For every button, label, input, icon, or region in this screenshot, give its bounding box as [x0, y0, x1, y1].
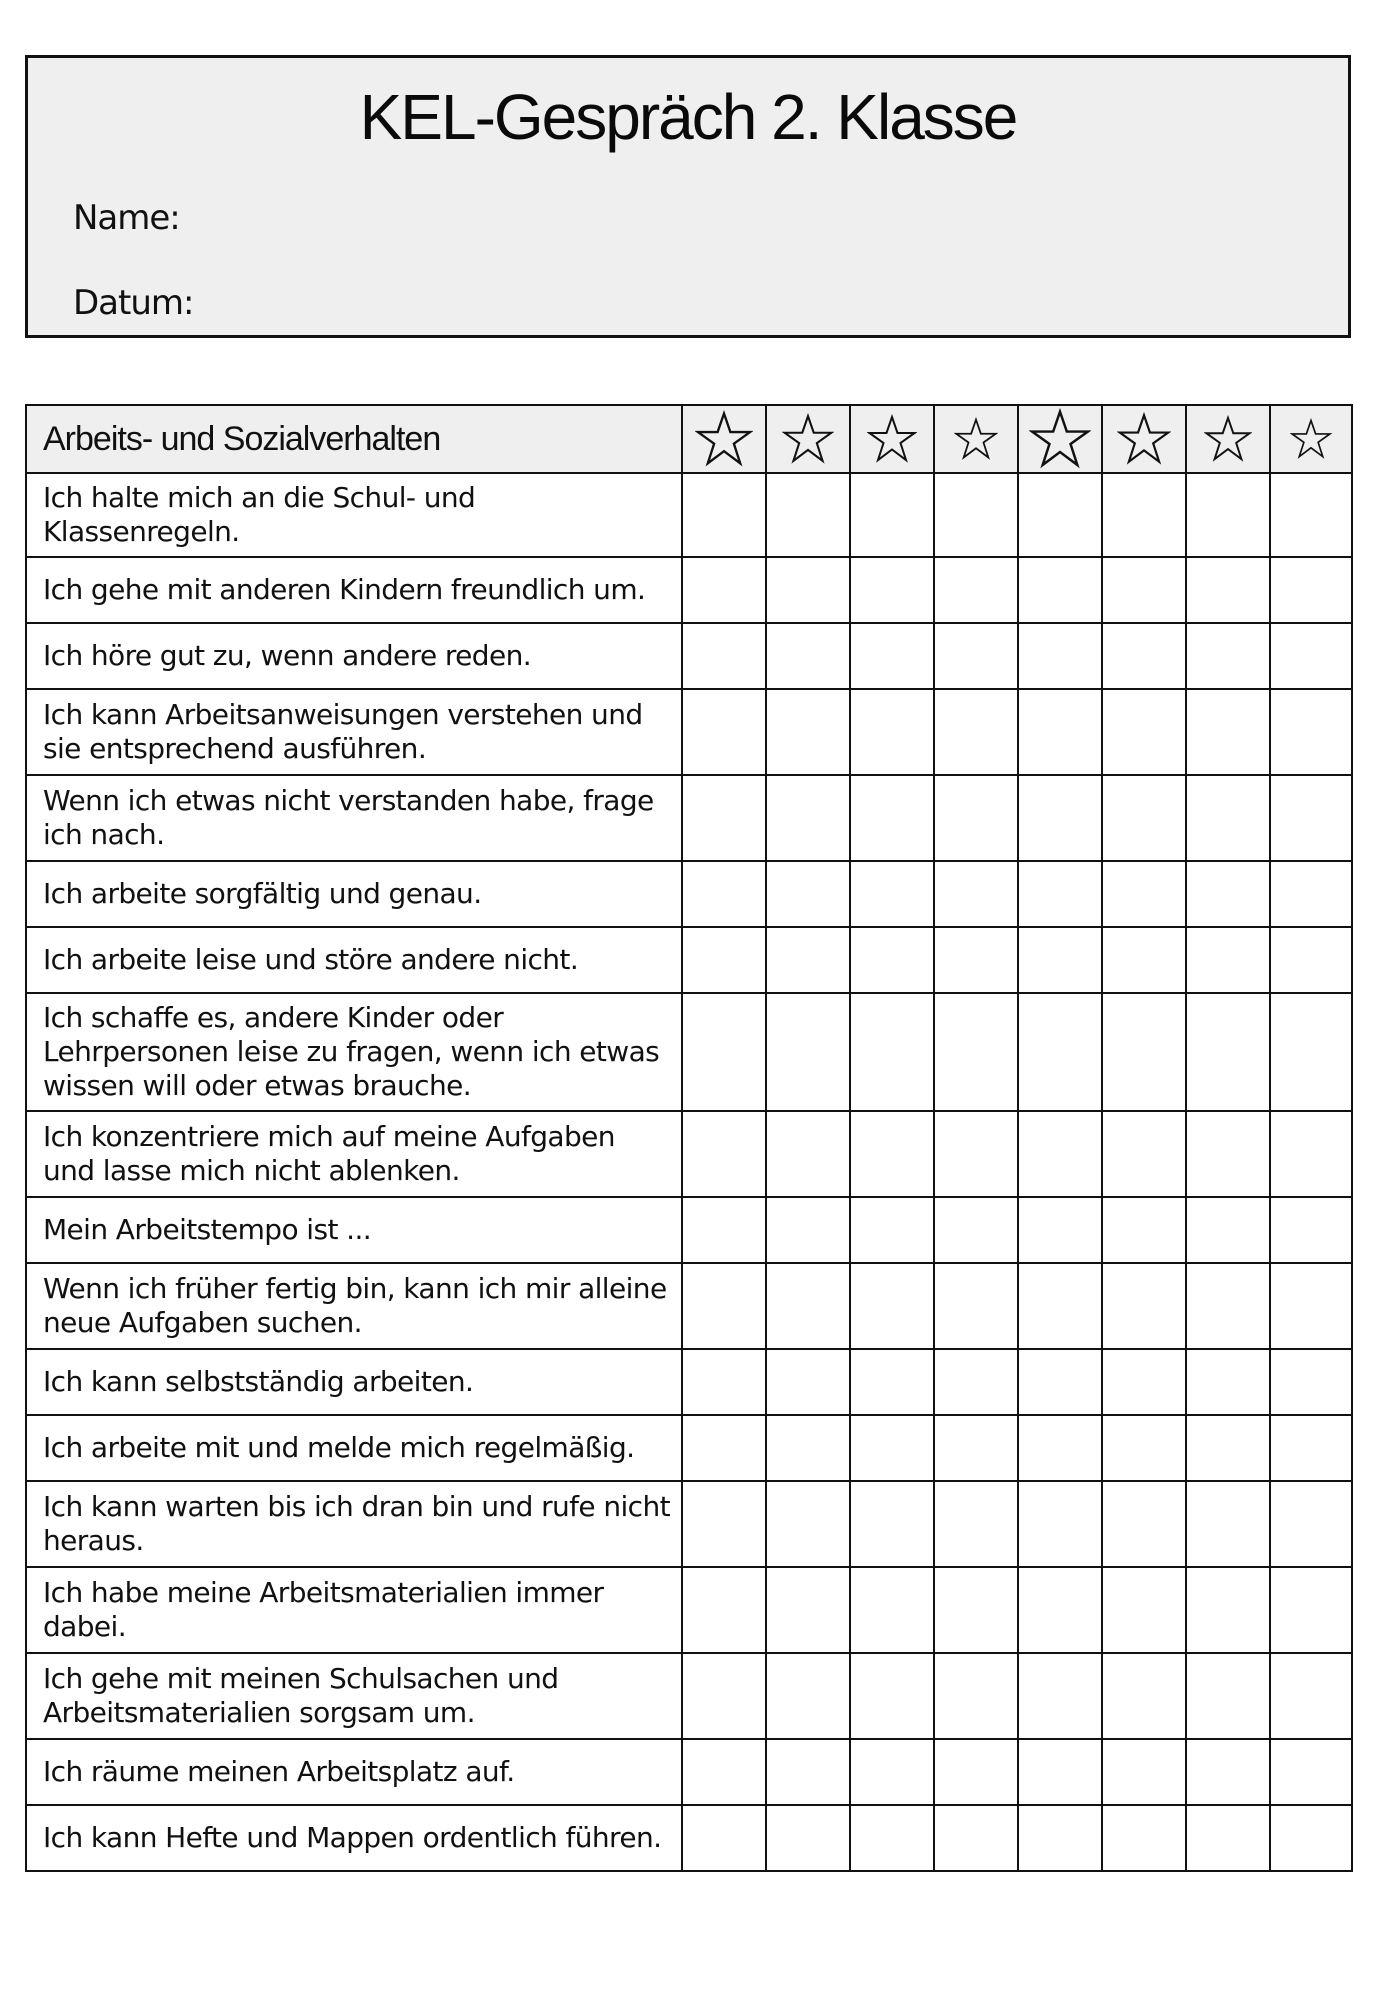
rating-cell[interactable] — [850, 993, 934, 1111]
rating-cell[interactable] — [850, 861, 934, 927]
criterion-text: Ich kann selbstständig arbeiten. — [26, 1349, 682, 1415]
rating-cell[interactable] — [1186, 861, 1270, 927]
rating-cell[interactable] — [1018, 1415, 1102, 1481]
criterion-text: Ich gehe mit meinen Schulsachen und Arbeitsmaterialien sorgsam um. — [26, 1653, 682, 1739]
criterion-text: Ich halte mich an die Schul- und Klassenregeln. — [26, 473, 682, 557]
rating-cell[interactable] — [934, 1263, 1018, 1349]
rating-cell[interactable] — [1186, 473, 1270, 557]
table-row — [26, 1739, 1352, 1805]
table-row — [26, 1415, 1352, 1481]
rating-cell[interactable] — [766, 1653, 850, 1739]
rating-cell[interactable] — [1186, 775, 1270, 861]
table-row — [26, 1653, 1352, 1739]
rating-cell[interactable] — [682, 993, 766, 1111]
rating-cell[interactable] — [682, 623, 766, 689]
rating-cell[interactable] — [1102, 623, 1186, 689]
rating-cell[interactable] — [1270, 1197, 1352, 1263]
table-row — [26, 557, 1352, 623]
rating-header-2 — [766, 405, 850, 473]
rating-cell[interactable] — [766, 1567, 850, 1653]
star-outline-icon — [1029, 408, 1091, 470]
criterion-text: Ich gehe mit anderen Kindern freundlich um. — [26, 557, 682, 623]
rating-cell[interactable] — [682, 1111, 766, 1197]
rating-cell[interactable] — [850, 1481, 934, 1567]
rating-cell[interactable] — [1186, 557, 1270, 623]
rating-cell[interactable] — [934, 1805, 1018, 1871]
rating-header-7 — [1186, 405, 1270, 473]
rating-cell[interactable] — [1186, 623, 1270, 689]
rating-cell[interactable] — [850, 1805, 934, 1871]
rating-cell[interactable] — [1270, 927, 1352, 993]
table-row — [26, 993, 1352, 1111]
criterion-text: Ich arbeite leise und störe andere nicht. — [26, 927, 682, 993]
rating-cell[interactable] — [934, 1739, 1018, 1805]
rating-cell[interactable] — [934, 1415, 1018, 1481]
rating-cell[interactable] — [682, 689, 766, 775]
rating-cell[interactable] — [766, 1481, 850, 1567]
rating-cell[interactable] — [1270, 993, 1352, 1111]
rating-cell[interactable] — [1102, 993, 1186, 1111]
rating-cell[interactable] — [766, 473, 850, 557]
rating-cell[interactable] — [850, 473, 934, 557]
rating-cell[interactable] — [850, 1739, 934, 1805]
rating-cell[interactable] — [1186, 1805, 1270, 1871]
rating-cell[interactable] — [766, 1111, 850, 1197]
rating-cell[interactable] — [850, 1349, 934, 1415]
rating-cell[interactable] — [1102, 689, 1186, 775]
rating-cell[interactable] — [1186, 1739, 1270, 1805]
rating-cell[interactable] — [850, 1263, 934, 1349]
rating-cell[interactable] — [1102, 1653, 1186, 1739]
rating-cell[interactable] — [1270, 775, 1352, 861]
rating-header-6 — [1102, 405, 1186, 473]
table-row — [26, 1349, 1352, 1415]
rating-cell[interactable] — [1018, 473, 1102, 557]
rating-cell[interactable] — [934, 861, 1018, 927]
criterion-text: Ich höre gut zu, wenn andere reden. — [26, 623, 682, 689]
table-row — [26, 927, 1352, 993]
rating-cell[interactable] — [1102, 1739, 1186, 1805]
rating-cell[interactable] — [1186, 1567, 1270, 1653]
rating-cell[interactable] — [934, 775, 1018, 861]
rating-cell[interactable] — [1102, 1415, 1186, 1481]
page-title: KEL-Gespräch 2. Klasse — [359, 81, 1017, 153]
table-row — [26, 775, 1352, 861]
rating-cell[interactable] — [934, 557, 1018, 623]
rating-cell[interactable] — [1186, 1263, 1270, 1349]
table-row — [26, 1197, 1352, 1263]
rating-cell[interactable] — [682, 1349, 766, 1415]
rating-cell[interactable] — [934, 993, 1018, 1111]
rating-cell[interactable] — [1102, 1481, 1186, 1567]
criterion-text: Ich schaffe es, andere Kinder oder Lehrpersonen leise zu fragen, wenn ich etwas wissen will oder etwas brauche. — [26, 993, 682, 1111]
rating-cell[interactable] — [1270, 1263, 1352, 1349]
rating-cell[interactable] — [766, 993, 850, 1111]
rating-cell[interactable] — [682, 1739, 766, 1805]
table-row — [26, 1481, 1352, 1567]
rating-cell[interactable] — [766, 1415, 850, 1481]
rating-cell[interactable] — [934, 1111, 1018, 1197]
table-row — [26, 1263, 1352, 1349]
rating-cell[interactable] — [1270, 1653, 1352, 1739]
date-label: Datum: — [73, 283, 194, 323]
rating-cell[interactable] — [850, 1197, 934, 1263]
star-outline-icon — [1290, 418, 1332, 460]
rating-header-5 — [1018, 405, 1102, 473]
rating-cell[interactable] — [766, 861, 850, 927]
rating-cell[interactable] — [934, 1653, 1018, 1739]
rating-cell[interactable] — [1018, 1349, 1102, 1415]
rating-cell[interactable] — [1270, 1349, 1352, 1415]
rating-cell[interactable] — [934, 689, 1018, 775]
rating-cell[interactable] — [766, 1197, 850, 1263]
rating-cell[interactable] — [682, 473, 766, 557]
rating-cell[interactable] — [1018, 1739, 1102, 1805]
rating-cell[interactable] — [934, 1349, 1018, 1415]
rating-header-3 — [850, 405, 934, 473]
rating-cell[interactable] — [1102, 861, 1186, 927]
rating-cell[interactable] — [1102, 1805, 1186, 1871]
rating-cell[interactable] — [1270, 1739, 1352, 1805]
criterion-text: Ich kann Hefte und Mappen ordentlich führen. — [26, 1805, 682, 1871]
criterion-text: Wenn ich früher fertig bin, kann ich mir alleine neue Aufgaben suchen. — [26, 1263, 682, 1349]
table-row — [26, 1567, 1352, 1653]
rating-cell[interactable] — [1018, 993, 1102, 1111]
rating-cell[interactable] — [1102, 1349, 1186, 1415]
rating-cell[interactable] — [682, 861, 766, 927]
rating-cell[interactable] — [682, 1481, 766, 1567]
rating-cell[interactable] — [682, 557, 766, 623]
rating-cell[interactable] — [1018, 927, 1102, 993]
rating-cell[interactable] — [766, 623, 850, 689]
rating-cell[interactable] — [850, 1567, 934, 1653]
name-label: Name: — [73, 198, 180, 238]
rating-cell[interactable] — [1018, 689, 1102, 775]
rating-header-8 — [1270, 405, 1352, 473]
rating-cell[interactable] — [682, 927, 766, 993]
criterion-text: Ich konzentriere mich auf meine Aufgaben und lasse mich nicht ablenken. — [26, 1111, 682, 1197]
table-row — [26, 473, 1352, 557]
star-outline-icon — [1117, 412, 1171, 466]
rating-cell[interactable] — [1186, 1111, 1270, 1197]
rating-cell[interactable] — [934, 473, 1018, 557]
star-outline-icon — [954, 417, 998, 461]
rating-header-4 — [934, 405, 1018, 473]
table-row — [26, 1111, 1352, 1197]
rating-cell[interactable] — [934, 927, 1018, 993]
rating-cell[interactable] — [1270, 557, 1352, 623]
rating-cell[interactable] — [934, 1567, 1018, 1653]
rating-cell[interactable] — [1018, 775, 1102, 861]
star-outline-icon — [1204, 415, 1252, 463]
rating-cell[interactable] — [766, 775, 850, 861]
rating-cell[interactable] — [766, 927, 850, 993]
rating-cell[interactable] — [1018, 623, 1102, 689]
rating-cell[interactable] — [1186, 927, 1270, 993]
rating-cell[interactable] — [850, 927, 934, 993]
rating-cell[interactable] — [1270, 473, 1352, 557]
criterion-text: Ich räume meinen Arbeitsplatz auf. — [26, 1739, 682, 1805]
rating-cell[interactable] — [850, 1653, 934, 1739]
table-header-row — [26, 405, 1352, 473]
rating-cell[interactable] — [766, 689, 850, 775]
rating-cell[interactable] — [850, 623, 934, 689]
rating-cell[interactable] — [934, 623, 1018, 689]
criterion-text: Mein Arbeitstempo ist ... — [26, 1197, 682, 1263]
criterion-text: Ich kann Arbeitsanweisungen verstehen und sie entsprechend ausführen. — [26, 689, 682, 775]
table-row — [26, 689, 1352, 775]
rating-cell[interactable] — [1102, 775, 1186, 861]
rating-cell[interactable] — [1018, 1263, 1102, 1349]
rating-cell[interactable] — [1270, 1481, 1352, 1567]
rating-cell[interactable] — [682, 775, 766, 861]
criterion-text: Ich arbeite mit und melde mich regelmäßig. — [26, 1415, 682, 1481]
rating-header-1 — [682, 405, 766, 473]
rating-cell[interactable] — [1270, 623, 1352, 689]
rating-cell[interactable] — [1270, 689, 1352, 775]
rating-cell[interactable] — [1018, 1567, 1102, 1653]
star-outline-icon — [782, 413, 834, 465]
rating-cell[interactable] — [1018, 1111, 1102, 1197]
rating-cell[interactable] — [850, 557, 934, 623]
rating-cell[interactable] — [766, 557, 850, 623]
rating-cell[interactable] — [682, 1567, 766, 1653]
rating-cell[interactable] — [1270, 861, 1352, 927]
rating-cell[interactable] — [1018, 1481, 1102, 1567]
rating-cell[interactable] — [1018, 1653, 1102, 1739]
table-row — [26, 1805, 1352, 1871]
evaluation-table — [25, 404, 1353, 1872]
rating-cell[interactable] — [1102, 1111, 1186, 1197]
rating-cell[interactable] — [682, 1197, 766, 1263]
rating-cell[interactable] — [682, 1415, 766, 1481]
rating-cell[interactable] — [850, 689, 934, 775]
rating-cell[interactable] — [1186, 689, 1270, 775]
table-row — [26, 861, 1352, 927]
rating-cell[interactable] — [1102, 927, 1186, 993]
rating-cell[interactable] — [934, 1481, 1018, 1567]
rating-cell[interactable] — [1102, 1197, 1186, 1263]
rating-cell[interactable] — [850, 775, 934, 861]
header-box — [25, 55, 1351, 338]
rating-cell[interactable] — [766, 1263, 850, 1349]
rating-cell[interactable] — [934, 1197, 1018, 1263]
rating-cell[interactable] — [1186, 1653, 1270, 1739]
criterion-text: Ich arbeite sorgfältig und genau. — [26, 861, 682, 927]
rating-cell[interactable] — [682, 1653, 766, 1739]
rating-cell[interactable] — [1270, 1805, 1352, 1871]
rating-cell[interactable] — [1102, 1263, 1186, 1349]
rating-cell[interactable] — [1102, 557, 1186, 623]
rating-cell[interactable] — [682, 1263, 766, 1349]
criterion-text: Ich kann warten bis ich dran bin und rufe nicht heraus. — [26, 1481, 682, 1567]
rating-cell[interactable] — [1270, 1415, 1352, 1481]
rating-cell[interactable] — [1186, 993, 1270, 1111]
rating-cell[interactable] — [1018, 1197, 1102, 1263]
rating-cell[interactable] — [850, 1415, 934, 1481]
rating-cell[interactable] — [1186, 1197, 1270, 1263]
rating-cell[interactable] — [1270, 1567, 1352, 1653]
rating-cell[interactable] — [1018, 1805, 1102, 1871]
star-outline-icon — [695, 410, 753, 468]
rating-cell[interactable] — [850, 1111, 934, 1197]
rating-cell[interactable] — [766, 1739, 850, 1805]
rating-cell[interactable] — [1186, 1349, 1270, 1415]
rating-cell[interactable] — [1102, 1567, 1186, 1653]
rating-cell[interactable] — [682, 1805, 766, 1871]
rating-cell[interactable] — [766, 1349, 850, 1415]
criterion-text: Ich habe meine Arbeitsmaterialien immer dabei. — [26, 1567, 682, 1653]
rating-cell[interactable] — [1018, 557, 1102, 623]
star-outline-icon — [867, 414, 917, 464]
rating-cell[interactable] — [1186, 1415, 1270, 1481]
rating-cell[interactable] — [1018, 861, 1102, 927]
rating-cell[interactable] — [766, 1805, 850, 1871]
criterion-text: Wenn ich etwas nicht verstanden habe, frage ich nach. — [26, 775, 682, 861]
rating-cell[interactable] — [1186, 1481, 1270, 1567]
rating-cell[interactable] — [1270, 1111, 1352, 1197]
rating-cell[interactable] — [1102, 473, 1186, 557]
table-heading: Arbeits- und Sozialverhalten — [26, 405, 682, 473]
table-row — [26, 623, 1352, 689]
